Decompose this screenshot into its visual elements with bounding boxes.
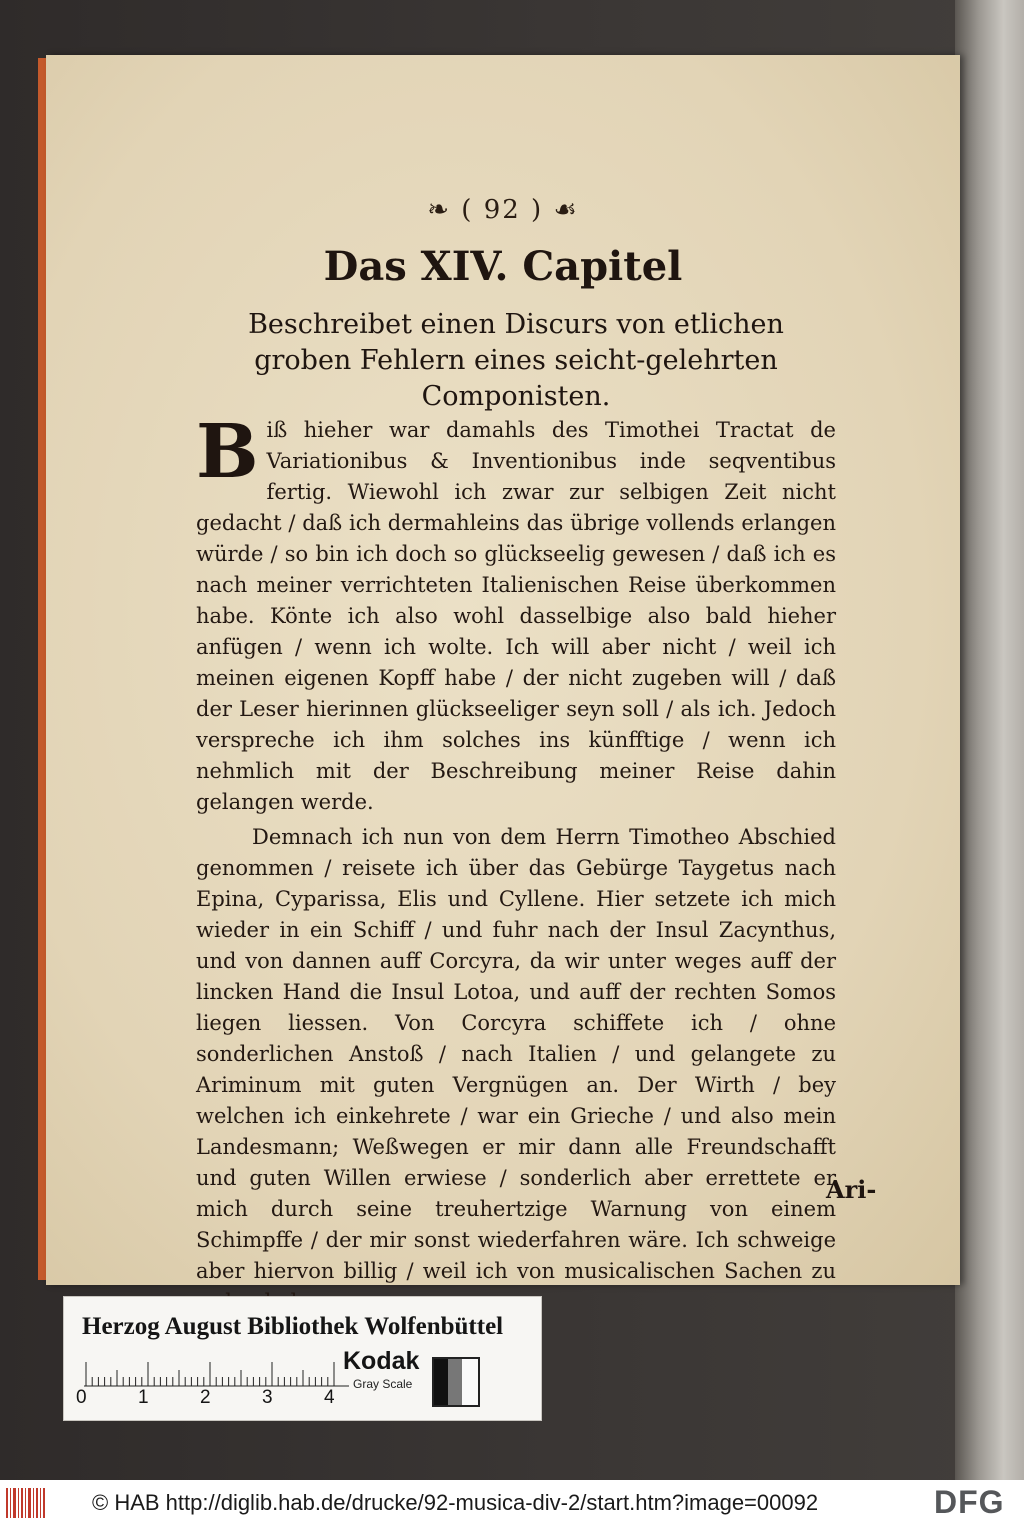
ruler-number: 4 — [324, 1387, 335, 1408]
kodak-gray-scale-label: Gray Scale — [353, 1377, 413, 1391]
body-text — [196, 409, 836, 1318]
ornament-right-icon: ☙ — [543, 195, 579, 225]
chapter-title: Das XIV. Capitel — [323, 243, 683, 290]
library-name: Herzog August Bibliothek Wolfenbüttel — [82, 1313, 504, 1340]
ruler-numbers — [76, 1387, 336, 1411]
ornament-left-icon: ❧ — [427, 195, 462, 225]
chapter-subtitle: Beschreibet einen Discurs von etlichen groben Fehlern eines seicht-gelehrten Componisten. — [248, 309, 784, 412]
ruler-number: 0 — [76, 1387, 87, 1408]
gray-patch-white — [462, 1359, 478, 1405]
library-card — [63, 1296, 542, 1421]
facing-page-edge — [955, 0, 1024, 1480]
ruler-number: 1 — [138, 1387, 149, 1408]
catchword: Ari- — [826, 1175, 877, 1204]
footer-bar — [0, 1480, 1024, 1525]
paragraph-2: Demnach ich nun von dem Herrn Timotheo Abschied genommen / reisete ich über das Gebürge Taygetus nach Epina, Cyparissa, Elis und Cyllene. Hier setzete ich mich wieder in ein Schiff / und fuhr nach der Insul Zacynthus, und von dannen auff Corcyra, da wir unter weges auff der lincken Hand die Insul Lotoa, und auff der rechten Somos liegen liessen. Von Corcyra schiffete ich / ohne sonderlichen Anstoß / nach Italien / und gelangete zu Ariminum mit guten Vergnügen an. Der Wirth / bey welchen ich einkehrete / war ein Grieche / und also mein Landesmann; Weßwegen er mir dann alle Freundschafft und guten Willen erwiese / sonderlich aber errettete er mich durch seine treuhertzige Warnung von einem Schimpffe / der mir sonst wiederfahren wäre. Ich schweige aber hiervon billig / weil ich von musicalischen Sachen zu — [196, 825, 836, 1283]
gray-patch-mid — [448, 1359, 462, 1405]
paragraph-1: Biß hieher war damahls des Timothei Tractat de Variationibus & Inventionibus inde seqventibus fertig. Wiewohl ich zwar zur selbigen Zeit nicht gedacht / daß ich dermahleins das übrige vollends erlangen würde / so bin ich doch so glückseelig gewesen / daß ich es nach meiner verrichteten Italienischen Reise überkommen habe. Könte ich also wohl dasselbige also bald hieher anfügen / wenn ich wolte. Ich will aber nicht / weil ich meinen eigenen Kopff habe / der nicht zugeben will / daß der Leser hierinnen glückseeliger seyn soll / als ich. Jedoch verspreche ich ihm solches ins künfftige / wenn ich nehmlich mit der Beschreibung meiner Reise dahin gelangen werde. — [196, 409, 836, 814]
page-number: ❧ ( 92 ) ☙ — [427, 195, 579, 225]
ruler-number: 2 — [200, 1387, 211, 1408]
gray-scale-patch — [432, 1357, 480, 1407]
barcode-icon — [6, 1488, 46, 1518]
gray-patch-black — [434, 1359, 448, 1405]
kodak-brand: Kodak — [343, 1347, 420, 1375]
drop-cap: B — [196, 409, 259, 495]
book-page — [46, 55, 960, 1285]
ruler-scale — [84, 1353, 349, 1387]
copyright-link[interactable]: © HAB http://diglib.hab.de/drucke/92-musica-div-2/start.htm?image=00092 — [92, 1490, 819, 1515]
ruler-number: 3 — [262, 1387, 273, 1408]
dfg-logo: DFG — [934, 1484, 1005, 1520]
